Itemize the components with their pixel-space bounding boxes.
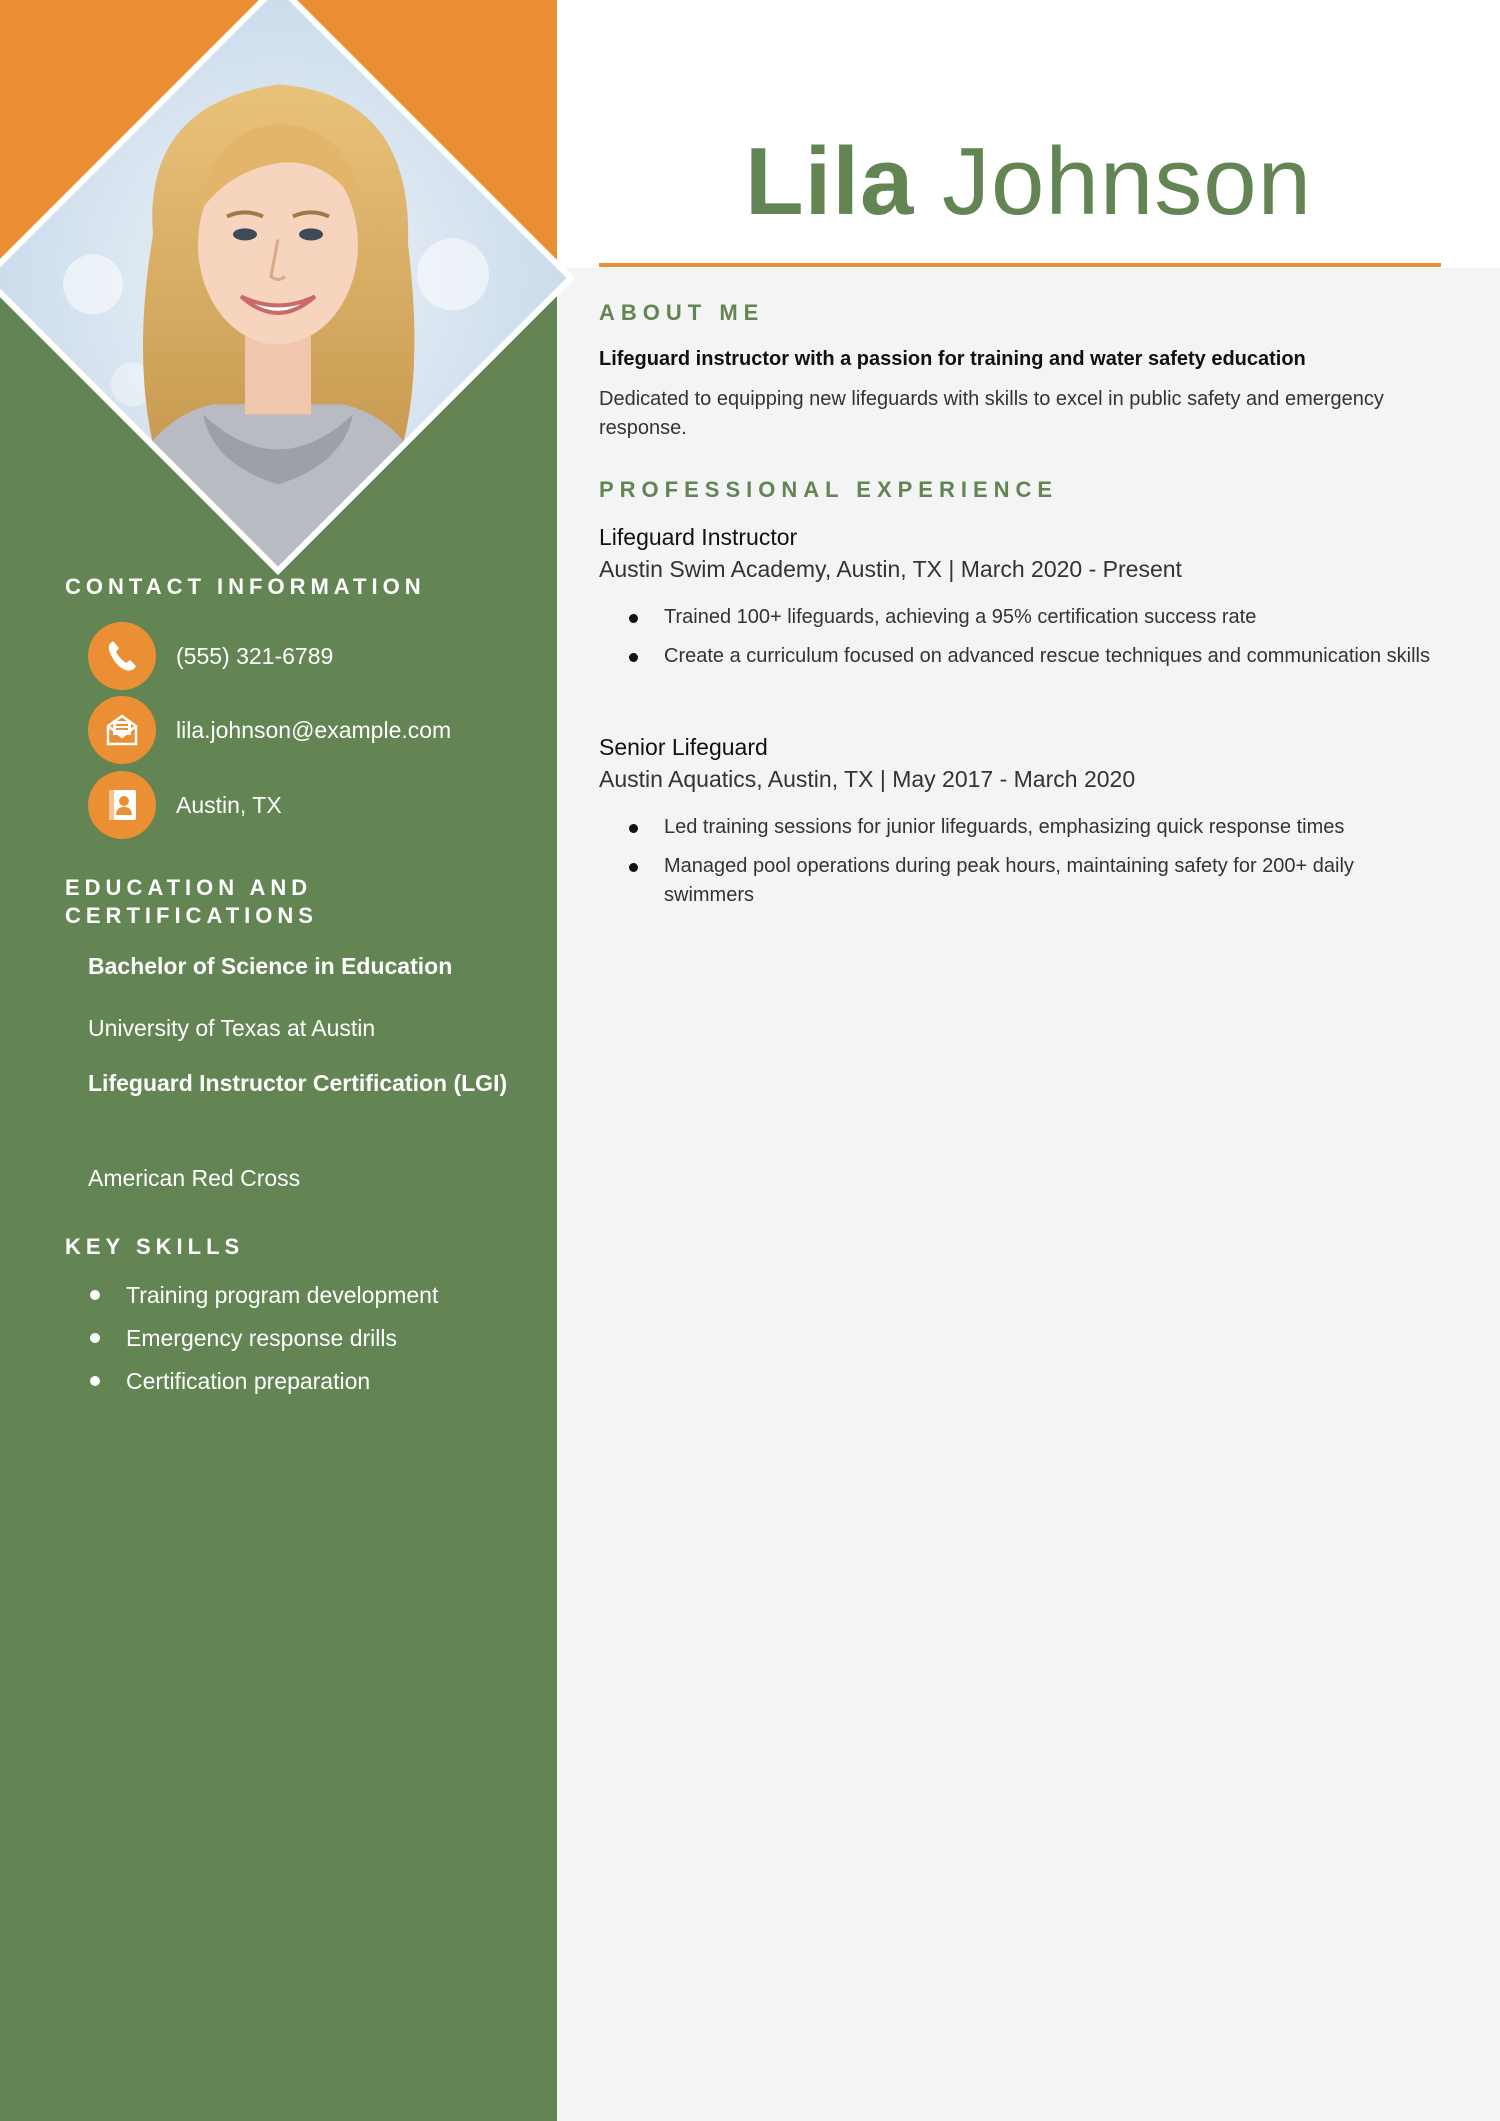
education-section-title bbox=[65, 874, 505, 930]
list-item bbox=[599, 603, 1444, 632]
bullet-text: Trained 100+ lifeguards, achieving a 95% certification success rate bbox=[664, 606, 1257, 628]
skill-label: Training program development bbox=[126, 1282, 439, 1308]
skills-section-title: KEY SKILLS bbox=[65, 1234, 245, 1259]
phone-icon bbox=[104, 638, 140, 674]
list-item bbox=[599, 642, 1444, 671]
email-icon bbox=[104, 712, 140, 748]
job-entry bbox=[599, 521, 1459, 681]
list-item bbox=[88, 1322, 528, 1354]
contact-section-title: CONTACT INFORMATION bbox=[65, 574, 426, 599]
location-text: Austin, TX bbox=[176, 792, 282, 818]
page-title bbox=[557, 122, 1500, 242]
title-divider bbox=[599, 263, 1441, 267]
job-entry bbox=[599, 731, 1459, 920]
address-icon bbox=[104, 787, 140, 823]
phone-number[interactable]: (555) 321-6789 bbox=[176, 643, 334, 669]
job-title: Lifeguard Instructor bbox=[599, 524, 798, 550]
education-degree: Lifeguard Instructor Certification (LGI) bbox=[88, 1070, 508, 1096]
job-bullets bbox=[599, 603, 1459, 671]
skills-list bbox=[88, 1279, 528, 1408]
job-title: Senior Lifeguard bbox=[599, 734, 768, 760]
bullet-text: Create a curriculum focused on advanced rescue techniques and communication skills bbox=[664, 645, 1430, 667]
about-headline: Lifeguard instructor with a passion for training and water safety education bbox=[599, 348, 1306, 370]
job-meta: Austin Aquatics, Austin, TX | May 2017 - March 2020 bbox=[599, 766, 1136, 792]
contact-location bbox=[88, 771, 538, 839]
list-item bbox=[599, 813, 1444, 842]
skill-label: Certification preparation bbox=[126, 1368, 371, 1394]
contact-phone bbox=[88, 622, 538, 690]
first-name: Lila bbox=[745, 128, 915, 235]
last-name: Johnson bbox=[942, 128, 1312, 235]
job-meta: Austin Swim Academy, Austin, TX | March 2020 - Present bbox=[599, 556, 1182, 582]
experience-section-title: PROFESSIONAL EXPERIENCE bbox=[599, 477, 1059, 502]
list-item bbox=[599, 852, 1444, 910]
bullet-text: Managed pool operations during peak hours, maintaining safety for 200+ daily swimmers bbox=[664, 855, 1354, 906]
skill-label: Emergency response drills bbox=[126, 1325, 398, 1351]
about-summary: Dedicated to equipping new lifeguards with skills to excel in public safety and emergency response. bbox=[599, 388, 1384, 439]
email-address[interactable]: lila.johnson@example.com bbox=[176, 717, 452, 743]
education-school: University of Texas at Austin bbox=[88, 1015, 376, 1041]
job-bullets bbox=[599, 813, 1459, 910]
about-section-title: ABOUT ME bbox=[599, 300, 765, 325]
education-title-line2: CERTIFICATIONS bbox=[65, 903, 318, 928]
contact-email bbox=[88, 696, 538, 764]
list-item bbox=[88, 1279, 528, 1311]
bullet-text: Led training sessions for junior lifeguards, emphasizing quick response times bbox=[664, 816, 1345, 838]
list-item bbox=[88, 1365, 528, 1397]
education-school: American Red Cross bbox=[88, 1165, 301, 1191]
education-degree: Bachelor of Science in Education bbox=[88, 953, 453, 979]
education-title-line1: EDUCATION AND bbox=[65, 875, 313, 900]
